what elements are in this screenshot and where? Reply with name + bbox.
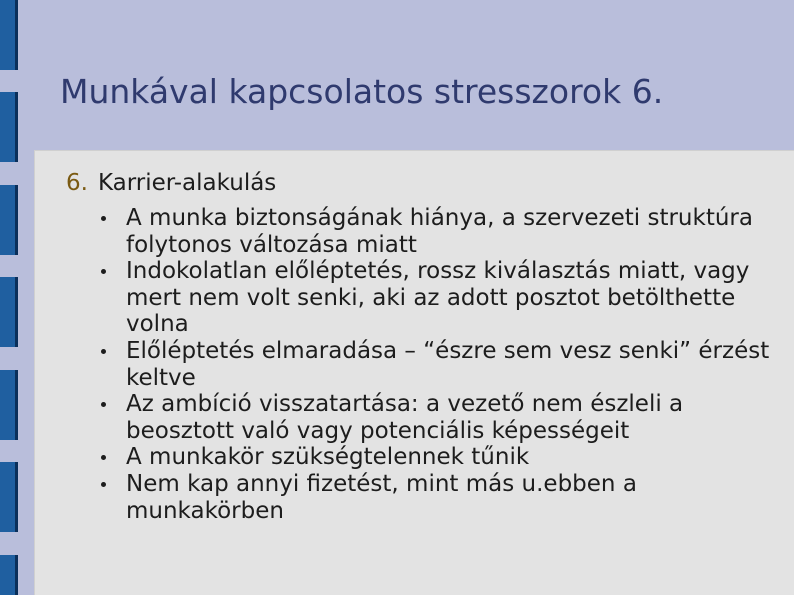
decorative-bar-4 — [0, 277, 18, 347]
bullet-list — [96, 205, 776, 524]
bullet-dot-icon — [101, 482, 106, 487]
bullet-dot-icon — [101, 269, 106, 274]
bullet-dot-icon — [101, 216, 106, 221]
bullet-text-2: Indokolatlan előléptetés, rossz kiválasztás miatt, vagy mert nem volt senki, aki az adott posztot betölthette volna — [126, 258, 750, 338]
section-heading — [66, 169, 276, 197]
section-number: 6. — [66, 170, 88, 196]
bullet-text-6: Nem kap annyi fizetést, mint más u.ebben a munkakörben — [126, 470, 637, 524]
bullet-item-3 — [96, 338, 776, 391]
decorative-bar-2 — [0, 92, 18, 162]
bullet-item-4 — [96, 391, 776, 444]
decorative-bar-5 — [0, 370, 18, 440]
bullet-dot-icon — [101, 349, 106, 354]
bullet-text-3: Előléptetés elmaradása – “észre sem vesz senki” érzést keltve — [126, 337, 770, 391]
bullet-text-5: A munkakör szükségtelennek tűnik — [126, 444, 530, 471]
bullet-item-5 — [96, 444, 776, 471]
section-heading-text: Karrier-alakulás — [97, 170, 277, 196]
bullet-dot-icon — [101, 402, 106, 407]
bullet-item-1 — [96, 205, 776, 258]
bullet-text-1: A munka biztonságának hiánya, a szervezeti struktúra folytonos változása miatt — [126, 205, 753, 258]
decorative-bar-1 — [0, 0, 18, 70]
bullet-text-4: Az ambíció visszatartása: a vezető nem észleli a beosztott való vagy potenciális képességeit — [126, 391, 684, 444]
decorative-bar-7 — [0, 555, 18, 595]
slide-title: Munkával kapcsolatos stresszorok 6. — [60, 72, 664, 111]
decorative-bar-6 — [0, 462, 18, 532]
bullet-item-2 — [96, 258, 776, 338]
decorative-bar-3 — [0, 185, 18, 255]
bullet-item-6 — [96, 471, 776, 524]
bullet-dot-icon — [101, 455, 106, 460]
